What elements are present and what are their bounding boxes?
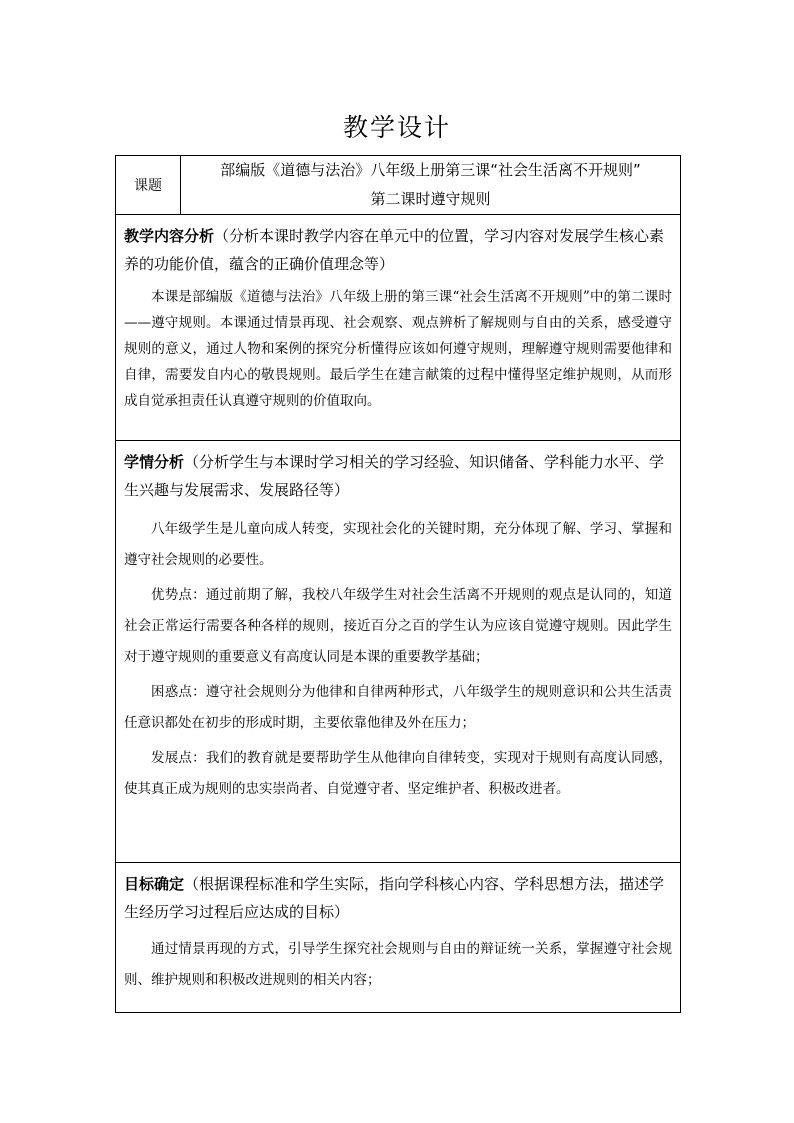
student-analysis-paragraph-3: 困惑点：遵守社会规则分为他律和自律两种形式，八年级学生的规则意识和公共生活责任意识都处在初步的形成时期，主要依靠他律及外在压力； [124,684,672,731]
content-analysis-paragraph: 本课是部编版《道德与法治》八年级上册的第三课“社会生活离不开规则”中的第二课时——遵守规则。本课通过情景再现、社会观察、观点辨析了解规则与自由的关系，感受遵守规则的意义，通过人物和案例的探究分析懂得应该如何遵守规则，理解遵守规则需要他律和自律，需要发自内心的敬畏规则。最后学生在建言献策的过程中懂得坚定维护规则，从而形成自觉承担责任认真遵守规则的价值取向。 [124,289,672,409]
student-analysis-section [116,441,681,863]
content-analysis-title: 教学内容分析 [124,227,215,245]
content-analysis-section [116,215,681,441]
student-analysis-paragraph-1: 八年级学生是儿童向成人转变，实现社会化的关键时期，充分体现了解、学习、掌握和遵守社会规则的必要性。 [124,521,672,568]
objectives-paragraph: 通过情景再现的方式，引导学生探究社会规则与自由的辩证统一关系，掌握遵守社会规则、维护规则和积极改进规则的相关内容； [124,941,672,988]
page-title: 教学设计 [342,113,451,142]
lesson-design-table [115,155,681,1013]
objectives-heading [124,870,672,926]
content-analysis-note: （分析本课时教学内容在单元中的位置，学习内容对发展学生核心素养的功能价值，蕴含的正确价值理念等） [124,227,665,273]
content-analysis-heading [124,222,672,278]
student-analysis-paragraph-2: 优势点：通过前期了解，我校八年级学生对社会生活离不开规则的观点是认同的，知道社会正常运行需要各种各样的规则，接近百分之百的学生认为应该自觉遵守规则。因此学生对于遵守规则的重要意义有高度认同是本课的重要教学基础； [124,587,672,665]
objectives-note: （根据课程标准和学生实际，指向学科核心内容、学科思想方法，描述学生经历学习过程后应达成的目标） [124,875,665,921]
student-analysis-note: （分析学生与本课时学习相关的学习经验、知识储备、学科能力水平、学生兴趣与发展需求、发展路径等） [124,453,665,499]
course-title-line2: 第二课时遵守规则 [370,190,491,208]
student-analysis-title: 学情分析 [124,453,185,471]
course-title-cell [181,156,681,215]
content-analysis-row [116,215,681,441]
student-analysis-row [116,441,681,863]
course-title-line1: 部编版《道德与法治》八年级上册第三课“社会生活离不开规则” [220,161,641,179]
objectives-section [116,863,681,1013]
student-analysis-paragraph-4: 发展点：我们的教育就是要帮助学生从他律向自律转变，实现对于规则有高度认同感，使其真正成为规则的忠实崇尚者、自觉遵守者、坚定维护者、积极改进者。 [124,750,672,797]
student-analysis-heading [124,448,672,504]
objectives-title: 目标确定 [124,875,185,893]
objectives-row [116,863,681,1013]
course-row [116,156,681,215]
course-label: 课题 [116,156,181,215]
